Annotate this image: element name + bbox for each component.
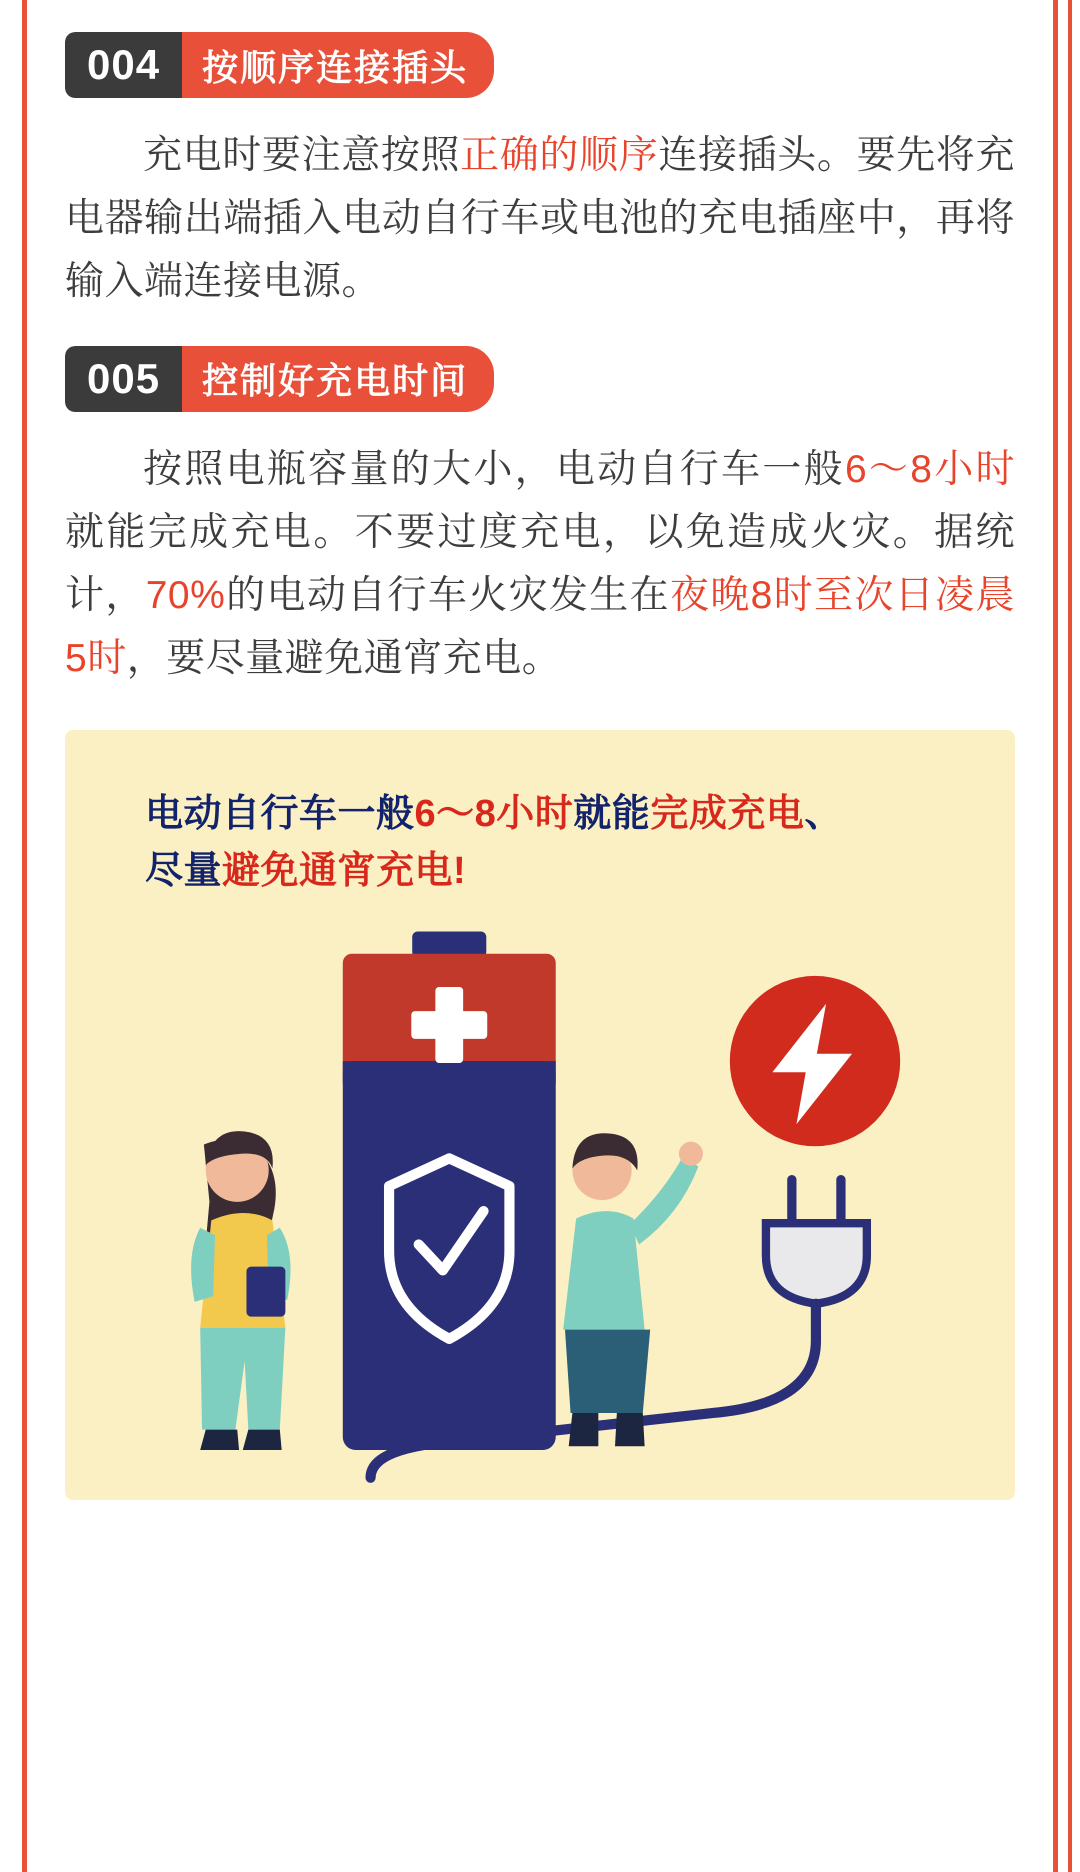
section-header-004 [65,32,494,98]
article-page [27,0,1053,1872]
section-number: 004 [65,32,182,98]
section-header-005 [65,346,494,412]
section-paragraph-005 [65,438,1015,691]
highlighted-text: 70% [145,573,226,617]
highlighted-text: 夜晚8时至次日凌晨5时 [65,573,1015,681]
body-text: 就能完成充电。不要过度充电，以免造成火灾。据统计， [65,510,1015,617]
illustration-graphic [65,900,1015,1500]
illustration-card [65,730,1015,1500]
lightning-bolt-icon [730,976,900,1146]
title-text-run: 、 [804,793,843,836]
body-text: 的电动自行车火灾发生在 [225,573,670,617]
battery-cap [412,932,486,958]
illustration-title [145,786,865,900]
title-text-run: 就能 [573,793,651,836]
body-text: ，要尽量避免通宵充电。 [126,637,562,681]
right-border-line-outer [1068,0,1072,1872]
body-text: 连接插头。要先将充电器输出端插入电动自行车或电池的充电插座中，再将输入端连接电源。 [65,134,1015,304]
section-title: 控制好充电时间 [182,346,494,412]
person-raising-hand-figure [563,1133,703,1446]
title-text-run: 6～8小时 [414,793,574,836]
section-number: 005 [65,346,182,412]
section-title: 按顺序连接插头 [182,32,494,98]
title-text-run: 电动自行车一般 [145,793,415,836]
title-text-run: 避免通宵充电! [222,850,467,893]
person-holding-tablet-figure [191,1131,290,1450]
section-paragraph-004 [65,124,1015,314]
body-text: 充电时要注意按照 [143,134,461,177]
highlighted-text: 6～8小时 [844,447,1015,491]
right-border-line [1053,0,1058,1872]
title-text-run: 完成充电 [650,793,805,836]
highlighted-text: 正确的顺序 [460,134,659,177]
body-text: 按照电瓶容量的大小，电动自行车一般 [143,447,845,491]
title-text-run: 尽量 [145,850,223,893]
